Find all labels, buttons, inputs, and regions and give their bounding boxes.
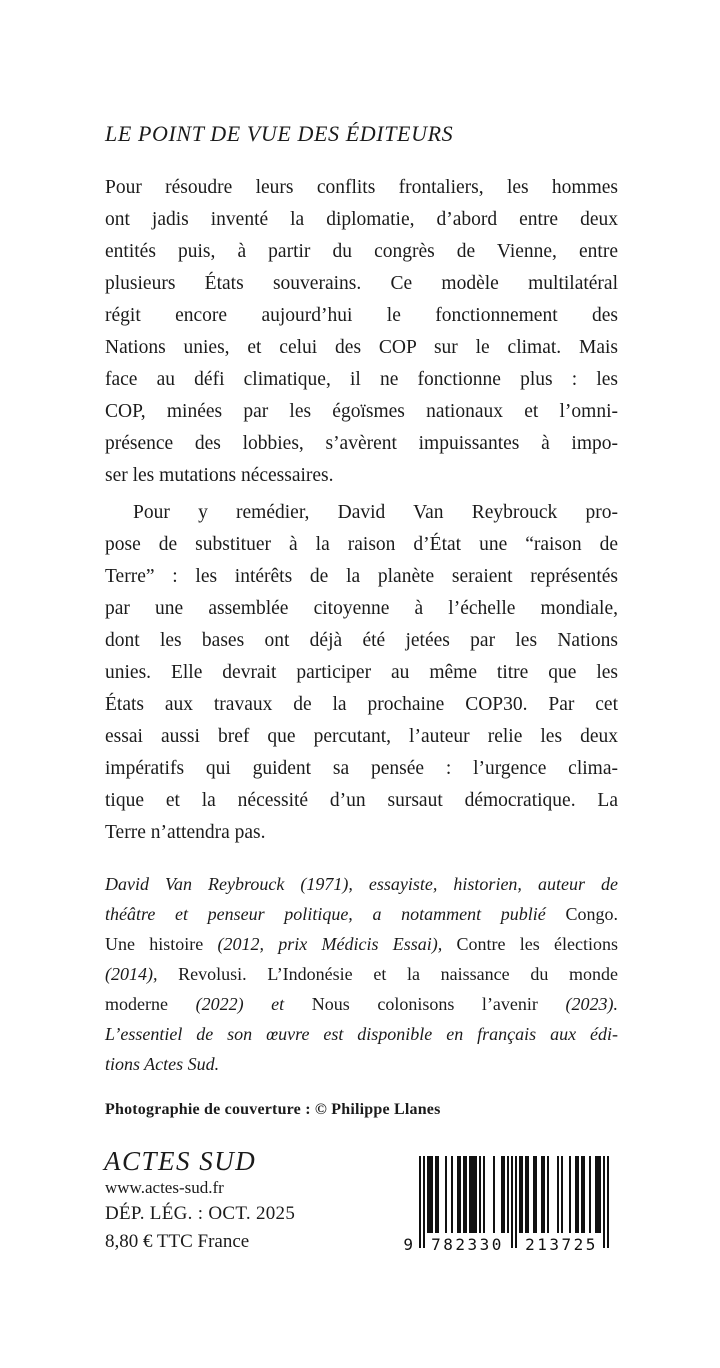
cover-photo-credit: Photographie de couverture : © Philippe Llanes bbox=[105, 1101, 441, 1118]
barcode-bar bbox=[459, 1156, 461, 1233]
text-line: Pour y remédier, David Van Reybrouck pro- bbox=[133, 502, 618, 523]
book-title-text: Revolusi. L’Indonésie et la naissance du monde bbox=[178, 964, 618, 984]
barcode-bar bbox=[475, 1156, 477, 1233]
text-line: pose de substituer à la raison d’État une “raison de bbox=[105, 534, 618, 555]
isbn-barcode bbox=[403, 1156, 609, 1254]
text-line: Terre n’attendra pas. bbox=[105, 822, 266, 843]
barcode-bar bbox=[419, 1156, 421, 1248]
barcode-bar bbox=[603, 1156, 605, 1248]
text-line: COP, minées par les égoïsmes nationaux et l’omni- bbox=[105, 401, 618, 422]
barcode-digit-group-1: 782330 bbox=[431, 1235, 504, 1254]
barcode-bar bbox=[561, 1156, 563, 1233]
text-line: Pour résoudre leurs conflits frontaliers, les hommes bbox=[105, 177, 618, 198]
text-line: face au défi climatique, il ne fonctionne plus : les bbox=[105, 369, 618, 390]
bio-italic-text: (2014), bbox=[105, 964, 179, 984]
barcode-bar bbox=[583, 1156, 585, 1233]
barcode-bar bbox=[511, 1156, 513, 1248]
blurb-paragraph-1 bbox=[105, 172, 618, 492]
barcode-bar bbox=[465, 1156, 467, 1233]
barcode-digit-group-2: 213725 bbox=[525, 1235, 598, 1254]
barcode-bar bbox=[577, 1156, 579, 1233]
bio-line bbox=[105, 899, 618, 929]
book-title-text: Une histoire bbox=[105, 934, 218, 954]
barcode-bar bbox=[589, 1156, 591, 1233]
barcode-bar bbox=[535, 1156, 537, 1233]
text-line: Terre” : les intérêts de la planète seraient représentés bbox=[105, 566, 618, 587]
text-line: dont les bases ont déjà été jetées par les Nations bbox=[105, 630, 618, 651]
text-line: par une assemblée citoyenne à l’échelle mondiale, bbox=[105, 598, 618, 619]
legal-deposit: DÉP. LÉG. : OCT. 2025 bbox=[105, 1203, 296, 1224]
barcode-bar bbox=[547, 1156, 549, 1233]
text-line: États aux travaux de la prochaine COP30. Par cet bbox=[105, 694, 618, 715]
book-title-text: Nous colonisons l’avenir bbox=[311, 994, 566, 1014]
book-title-text: Congo. bbox=[565, 904, 618, 924]
bio-italic-text: (2022) et bbox=[195, 994, 312, 1014]
barcode-bar bbox=[445, 1156, 447, 1233]
text-line: présence des lobbies, s’avèrent impuissantes à impo- bbox=[105, 433, 618, 454]
bio-italic-text: David Van Reybrouck (1971), essayiste, historien, auteur de bbox=[105, 874, 618, 894]
barcode-bar bbox=[451, 1156, 453, 1233]
barcode-digit-lead: 9 bbox=[403, 1235, 413, 1254]
bio-italic-text: L’essentiel de son œuvre est disponible en français aux édi- bbox=[105, 1024, 618, 1044]
author-bio bbox=[105, 869, 618, 1079]
barcode-bar bbox=[569, 1156, 571, 1233]
bio-line bbox=[105, 1049, 618, 1079]
barcode-bar bbox=[503, 1156, 505, 1233]
publisher-website: www.actes-sud.fr bbox=[105, 1178, 224, 1197]
barcode-bar bbox=[437, 1156, 439, 1233]
bio-line bbox=[105, 959, 618, 989]
barcode-bar bbox=[557, 1156, 559, 1233]
text-line: tique et la nécessité d’un sursaut démocratique. La bbox=[105, 790, 618, 811]
price-label: 8,80 € TTC France bbox=[105, 1231, 250, 1252]
bio-line bbox=[105, 929, 618, 959]
text-line: ont jadis inventé la diplomatie, d’abord entre deux bbox=[105, 209, 618, 230]
barcode-bar bbox=[483, 1156, 485, 1233]
bio-line bbox=[105, 869, 618, 899]
barcode-bar bbox=[521, 1156, 523, 1233]
bio-italic-text: (2012, prix Médicis Essai), bbox=[217, 934, 457, 954]
text-line: entités puis, à partir du congrès de Vienne, entre bbox=[105, 241, 618, 262]
bio-line bbox=[105, 989, 618, 1019]
text-line: régit encore aujourd’hui le fonctionnement des bbox=[105, 305, 618, 326]
bio-italic-text: théâtre et penseur politique, a notamment publié bbox=[105, 904, 566, 924]
book-title-text: moderne bbox=[105, 994, 196, 1014]
text-line: unies. Elle devrait participer au même titre que les bbox=[105, 662, 618, 683]
barcode-bar bbox=[479, 1156, 481, 1233]
actes-sud-logo: ACTES SUD bbox=[104, 1146, 257, 1176]
text-line: Nations unies, et celui des COP sur le climat. Mais bbox=[105, 337, 618, 358]
bio-italic-text: (2023). bbox=[565, 994, 618, 1014]
barcode-bar bbox=[527, 1156, 529, 1233]
barcode-bar bbox=[431, 1156, 433, 1233]
text-line: ser les mutations nécessaires. bbox=[105, 465, 334, 486]
barcode-bar bbox=[423, 1156, 425, 1248]
text-line: impératifs qui guident sa pensée : l’urgence clima- bbox=[105, 758, 618, 779]
barcode-bar bbox=[515, 1156, 517, 1248]
blurb-paragraph-2 bbox=[105, 497, 618, 849]
bio-line bbox=[105, 1019, 618, 1049]
barcode-bar bbox=[607, 1156, 609, 1248]
text-line: plusieurs États souverains. Ce modèle multilatéral bbox=[105, 273, 618, 294]
book-title-text: Contre les élections bbox=[456, 934, 618, 954]
barcode-bar bbox=[507, 1156, 509, 1233]
editors-point-of-view-heading: LE POINT DE VUE DES ÉDITEURS bbox=[105, 121, 454, 146]
barcode-bar bbox=[493, 1156, 495, 1233]
barcode-bar bbox=[599, 1156, 601, 1233]
barcode-bar bbox=[543, 1156, 545, 1233]
bio-italic-text: tions Actes Sud. bbox=[105, 1054, 220, 1074]
text-line: essai aussi bref que percutant, l’auteur relie les deux bbox=[105, 726, 618, 747]
publisher-blurb bbox=[105, 172, 618, 849]
